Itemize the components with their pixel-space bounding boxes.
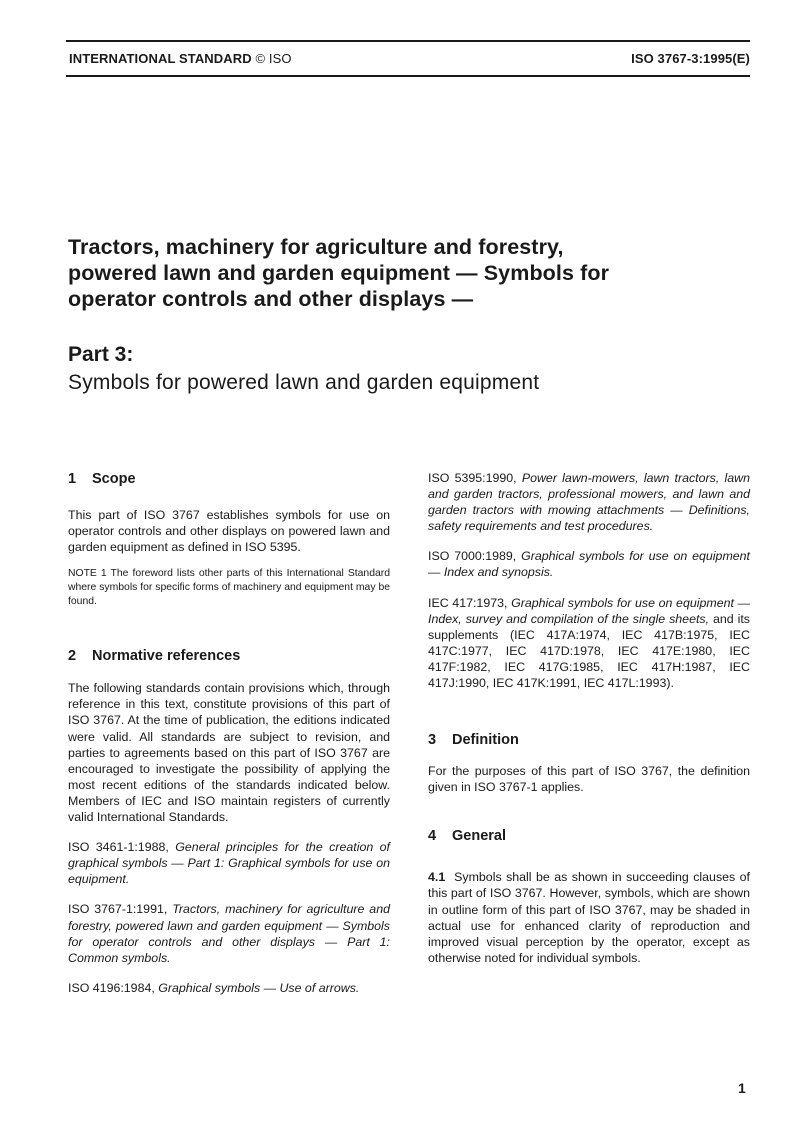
reference-title: General principles for the creation of graphical symbols — Part 1: Graphical symbols for use on equipment. — [68, 840, 391, 887]
title-line-3: operator controls and other displays — — [68, 287, 474, 311]
reference-item — [68, 901, 390, 965]
title-line-2: powered lawn and garden equipment — Symbols for — [68, 261, 610, 285]
scope-note: NOTE 1 The foreword lists other parts of this International Standard where symbols for specific forms of machinery and equipment may be found. — [68, 568, 390, 608]
reference-item — [428, 470, 750, 534]
left-column — [68, 470, 390, 996]
header-copyright: © ISO — [255, 51, 292, 66]
section-heading-normative-references — [68, 647, 390, 665]
section-heading-scope — [68, 470, 390, 488]
reference-item — [68, 839, 390, 887]
section-number: 2 — [68, 648, 77, 665]
section-number: 3 — [428, 732, 437, 749]
header-bottom-rule — [66, 75, 750, 77]
section-number: 4 — [428, 828, 437, 845]
header-standard-label — [69, 51, 292, 66]
section-title: General — [452, 828, 506, 845]
header-standard-name: INTERNATIONAL STANDARD — [69, 51, 252, 66]
reference-title: Graphical symbols for use on equipment — Index, survey and compilation of the single sheets, — [428, 595, 750, 626]
section-title: Definition — [452, 732, 519, 749]
header-top-rule — [66, 40, 750, 42]
reference-supplements: and its supplements (IEC 417A:1974, IEC 417B:1975, IEC 417C:1977, IEC 417D:1978, IEC 417E:1980, IEC 417F:1982, IEC 417G:1985, IEC 417H:1987, IEC 417J:1990, IEC 417K:1991, IEC 417L:1993). — [428, 611, 750, 691]
part-title: Symbols for powered lawn and garden equipment — [68, 371, 540, 394]
section-heading-general — [428, 827, 750, 845]
reference-code: ISO 7000:1989, — [428, 549, 517, 564]
scope-paragraph: This part of ISO 3767 establishes symbols for use on operator controls and other displays on powered lawn and garden equipment as defined in ISO 5395. — [68, 508, 390, 555]
reference-title: Tractors, machinery for agriculture and forestry, powered lawn and garden equipment — Symbols for operator controls and other displays — Part 1: Common symbols. — [68, 902, 390, 965]
clause-text: Symbols shall be as shown in succeeding clauses of this part of ISO 3767. However, symbols, which are shown in outline form of this part of ISO 3767, may be shaded in actual use for enhanced clarity of reproduction and improved visual perception by the operator, except as otherwise noted for individual symbols. — [428, 870, 750, 965]
clause-4-1 — [428, 869, 750, 966]
definition-paragraph: For the purposes of this part of ISO 3767, the definition given in ISO 3767-1 applies. — [428, 764, 750, 795]
reference-code: ISO 3767-1:1991, — [68, 902, 168, 917]
section-title: Normative references — [92, 648, 241, 665]
reference-item — [428, 548, 750, 580]
section-number: 1 — [68, 471, 77, 487]
reference-title: Power lawn-mowers, lawn tractors, lawn and garden tractors, professional mowers, and lawn and garden tractors with mowing attachments — Definitions, safety requirements and test procedures. — [428, 471, 750, 534]
section-heading-definition — [428, 731, 750, 749]
page-number: 1 — [738, 1080, 746, 1096]
section-title: Scope — [92, 471, 136, 487]
part-label: Part 3: — [68, 343, 134, 366]
document-title — [68, 234, 748, 312]
reference-code: ISO 3461-1:1988, — [68, 840, 169, 855]
normative-intro-paragraph: The following standards contain provisions which, through reference in this text, constitute provisions of this part of ISO 3767. At the time of publication, the editions indicated were valid. All standards are subject to revision, and parties to agreements based on this part of ISO 3767 are encouraged to investigate the possibility of applying the most recent editions of the standards indicated below. Members of IEC and ISO maintain registers of currently valid International Standards. — [68, 681, 390, 825]
clause-number: 4.1 — [428, 870, 446, 885]
reference-title: Graphical symbols for use on equipment — Index and synopsis. — [428, 549, 750, 580]
reference-code: ISO 5395:1990, — [428, 471, 517, 485]
reference-title: Graphical symbols — Use of arrows. — [158, 980, 360, 995]
reference-item — [68, 980, 390, 996]
header-document-number: ISO 3767-3:1995(E) — [631, 51, 750, 66]
right-column — [428, 470, 750, 966]
title-line-1: Tractors, machinery for agriculture and forestry, — [68, 235, 564, 259]
reference-code: ISO 4196:1984, — [68, 980, 155, 995]
reference-item — [428, 595, 750, 692]
reference-code: IEC 417:1973, — [428, 595, 508, 610]
